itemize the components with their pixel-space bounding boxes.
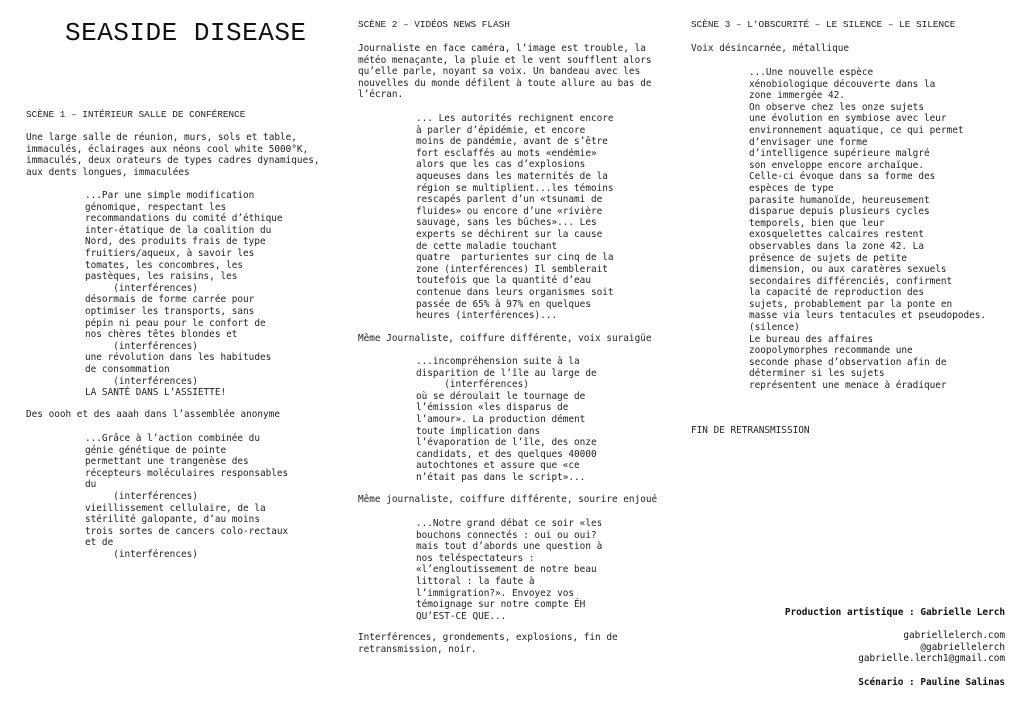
email-link[interactable]: gabrielle.lerch1@gmail.com — [858, 653, 1005, 665]
scene-3-speech-1: ...Une nouvelle espèce xénobiologique découverte dans la zone immergée 42. On observe chez les onze sujets une évolution en symbiose avec leur environnement aquatique, ce qui permet d’envisager une forme d’intelligence supérieure malgré son enveloppe encore archaïque. Celle-ci évoque dans sa forme des espèces de type parasite humanoïde, heureusement disparue depuis plusieurs cycles temporels, bien que leur exosquelettes calcaires restent observables dans la zone 42. La présence de sujets de petite dimension, ou aux caratères sexuels secondaires différenciés, confirment la capacité de reproduction des sujets, probablement par la ponte en masse via leurs tentacules et pseudopodes. (silence) Le bureau des affaires zoopolymorphes recommande une seconde phase d’observation afin de déterminer si les sujets représentent une menace à éradiquer — [749, 67, 987, 392]
scene-1-heading: SCÈNE 1 – INTÉRIEUR SALLE DE CONFÉRENCE — [26, 109, 246, 120]
production-credit: Production artistique : Gabrielle Lerch — [784, 607, 1005, 618]
social-handle[interactable]: @gabriellelerch — [920, 641, 1005, 653]
scene-2-speech-3: ...Notre grand débat ce soir «les bouchons connectés : oui ou oui? mais tout d’abords une question à nos teléspectateurs : «l’engloutissement de notre beau littoral : la faute à l’immigration?». Envoyez vos témoignage sur notre compte ÉH QU’EST-CE QUE... — [416, 518, 603, 622]
scene-3-ending: FIN DE RETRANSMISSION — [691, 425, 810, 436]
scene-2-description: Journaliste en face caméra, l’image est trouble, la météo menaçante, la pluie et le vent soufflent alors qu’elle parle, noyant sa voix. Un bandeau avec les nouvelles du monde défilent à toute allure au bas de l’écran. — [358, 43, 652, 101]
scene-1-speech-1: ...Par une simple modification génomique, respectant les recommandations du comité d’éthique inter-étatique de la coalition du Nord, des produits frais de type fruitiers/aqueux, à savoir les tomates, les concombres, les pastèques, les raisins, les (interférences) désormais de forme carrée pour optimiser les transports, sans pépin ni peau pour le confort de nos chères têtes blondes et (interférences) une révolution dans les habitudes de consommation (interférences) LA SANTÉ DANS L’ASSIETTE! — [85, 190, 283, 399]
scene-2-speech-2: ...incompréhension suite à la disparition de l’île au large de (interférences) où se déroulait le tournage de l’émission «les disparus de l’amour». La production dément toute implication dans l’évaporation de l’île, des onze candidats, et des quelques 40000 autochtones et assure que «ce n’était pas dans le script»... — [416, 356, 597, 483]
scene-1-reaction: Des oooh et des aaah dans l’assemblée anonyme — [26, 409, 280, 420]
scene-2-ending: Interférences, grondements, explosions, fin de retransmission, noir. — [358, 632, 618, 655]
credits-block — [685, 607, 1005, 688]
scene-2-direction-2: Même Journaliste, coiffure différente, voix suraigüe — [358, 333, 652, 344]
scene-1-description: Une large salle de réunion, murs, sols et table, immaculés, éclairages aux néons cool white 5000°K, immaculés, deux orateurs de types cadres dynamiques, aux dents longues, immaculées — [26, 132, 320, 178]
scene-2-speech-1: ... Les autorités rechignent encore à parler d’épidémie, et encore moins de pandémie, avant de s’être fort esclaffés au mots «endémie» alors que les cas d’explosions aqueuses dans les maternités de la région se multiplient...les témoins rescapés parlent d’un «tsunami de fluides» ou encore d’une «rivière sauvage, sans les bûches»... Les experts se déchirent sur la cause de cette maladie touchant quatre parturientes sur cinq de la zone (interférences) Il semblerait toutefois que la quantité d’eau contenue dans leurs organismes soit passée de 65% à 97% en quelques heures (interférences)... — [416, 113, 614, 322]
scene-2-direction-3: Même journaliste, coiffure différente, sourire enjoué — [358, 494, 658, 505]
scene-3-heading: SCÈNE 3 – L’OBSCURITÉ – LE SILENCE – LE SILENCE — [691, 19, 956, 30]
document-title: SEASIDE DISEASE — [65, 18, 307, 48]
website-link[interactable]: gabriellelerch.com — [903, 630, 1005, 642]
scenario-credit: Scénario : Pauline Salinas — [858, 676, 1005, 688]
scene-1-speech-2: ...Grâce à l’action combinée du génie génétique de pointe permettant une trangenèse des récepteurs moléculaires responsables du (interférences) vieillissement cellulaire, de la stérilité galopante, d’au moins trois sortes de cancers colo-rectaux et de (interférences) — [85, 433, 289, 560]
scene-2-heading: SCÈNE 2 – VIDÉOS NEWS FLASH — [358, 19, 510, 30]
scene-3-description: Voix désincarnée, métallique — [691, 43, 850, 54]
